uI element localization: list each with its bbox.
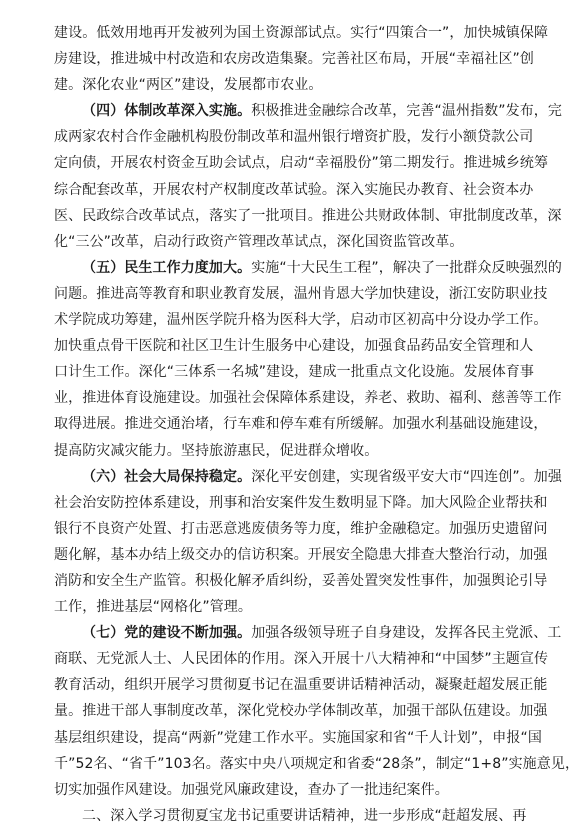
text-line: 业，推进体育设施建设。加强社会保障体系建设，养老、救助、福利、慈善等工作 (54, 390, 562, 407)
text-line (54, 464, 563, 490)
text-line: 医、民政综合改革试点，落实了一批项目。推进公共财政体制、审批制度改革，深 (54, 207, 562, 224)
document-page (54, 20, 579, 829)
section-heading: （五）民生工作力度加大。 (82, 259, 252, 276)
paragraph-reform (54, 98, 563, 255)
text-line: 定向债，开展农村资金互助会试点，启动“幸福股份”第二期发行。推进城乡统筹 (54, 155, 549, 172)
text-line: 消防和安全生产监管。积极化解矛盾纠纷，妥善处置突发性事件，加强舆论引导 (54, 572, 548, 589)
text-line: 千”52名、“省千”103名。落实中央八项规定和省委“28条”，制定“1+8”实施意见， (54, 755, 579, 772)
text-line: 建设。低效用地再开发被列为国土资源部试点。实行“四策合一”，加快城镇保障 (54, 25, 549, 41)
text-span: 实施“十大民生工程”，解决了一批群众反映强烈的 (251, 259, 563, 276)
text-line: 综合配套改革，开展农村产权制度改革试验。深入实施民办教育、社会资本办 (54, 181, 534, 198)
paragraph-section-two (54, 803, 527, 829)
text-line (54, 98, 563, 124)
text-line: 术学院成功筹建，温州医学院升格为医科大学，启动市区初高中分设办学工作。 (54, 312, 548, 329)
text-line: 题化解，基本办结上级交办的信访积案。开展安全隐患大排查大整治行动，加强 (54, 546, 548, 563)
text-line: 社会治安防控体系建设，刑事和治安案件发生数明显下降。加大风险企业帮扶和 (54, 494, 548, 511)
text-line: 基层组织建设，提高“两新”党建工作水平。实施国家和省“千人计划”，申报“国 (54, 729, 542, 746)
text-line: 切实加强作风建设。加强党风廉政建设，查办了一批违纪案件。 (54, 781, 449, 798)
text-line: 成两家农村合作金融机构股份制改革和温州银行增资扩股，发行小额贷款公司 (54, 129, 534, 146)
section-heading: （六）社会大局保持稳定。 (82, 468, 252, 485)
text-line: 商联、无党派人士、人民团体的作用。深入开展十八大精神和“中国梦”主题宣传 (54, 651, 549, 668)
text-line (54, 255, 563, 281)
paragraph-continuation (54, 20, 549, 98)
text-line: 化“三公”改革，启动行政资产管理改革试点，深化国资监管改革。 (54, 233, 464, 250)
text-span: 深化平安创建，实现省级平安大市“四连创”。加强 (251, 468, 563, 485)
text-line (54, 620, 562, 646)
section-two-heading: 二、深入学习贯彻夏宝龙书记重要讲话精神，进一步形成“赶超发展、再 (82, 807, 527, 824)
text-span: 积极推进金融综合改革，完善“温州指数”发布，完 (251, 103, 563, 120)
text-line: 工作，推进基层“网格化”管理。 (54, 599, 253, 616)
paragraph-stability (54, 464, 563, 621)
text-line: 量。推进干部人事制度改革，深化党校办学体制改革，加强干部队伍建设。加强 (54, 703, 548, 720)
text-line: 建。深化农业“两区”建设，发展都市农业。 (54, 77, 323, 94)
text-span: 加强各级领导班子自身建设，发挥各民主党派、工 (251, 625, 562, 642)
section-heading: （七）党的建设不断加强。 (82, 625, 252, 642)
text-line: 教育活动，组织开展学习贯彻夏书记在温重要讲话精神活动，凝聚赶超发展正能 (54, 677, 548, 694)
text-line: 问题。推进高等教育和职业教育发展，温州肯恩大学加快建设，浙江安防职业技 (54, 285, 548, 302)
text-line: 加快重点骨干医院和社区卫生计生服务中心建设，加强食品药品安全管理和人 (54, 338, 534, 355)
text-line: 提高防灾减灾能力。坚持旅游惠民，促进群众增收。 (54, 442, 379, 459)
text-line: 取得进展。推进交通治堵，行车难和停车难有所缓解。加强水利基础设施建设， (54, 416, 548, 433)
text-line: 银行不良资产处置、打击恶意逃废债务等力度，维护金融稳定。加强历史遗留问 (54, 520, 548, 537)
paragraph-livelihood (54, 255, 563, 464)
text-line: 房建设，推进城中村改造和农房改造集聚。完善社区布局，开展“幸福社区”创 (54, 51, 535, 68)
text-line: 口计生工作。深化“三体系一名城”建设，建成一批重点文化设施。发展体育事 (54, 364, 535, 381)
paragraph-party-building (54, 620, 579, 803)
section-heading: （四）体制改革深入实施。 (82, 103, 252, 120)
